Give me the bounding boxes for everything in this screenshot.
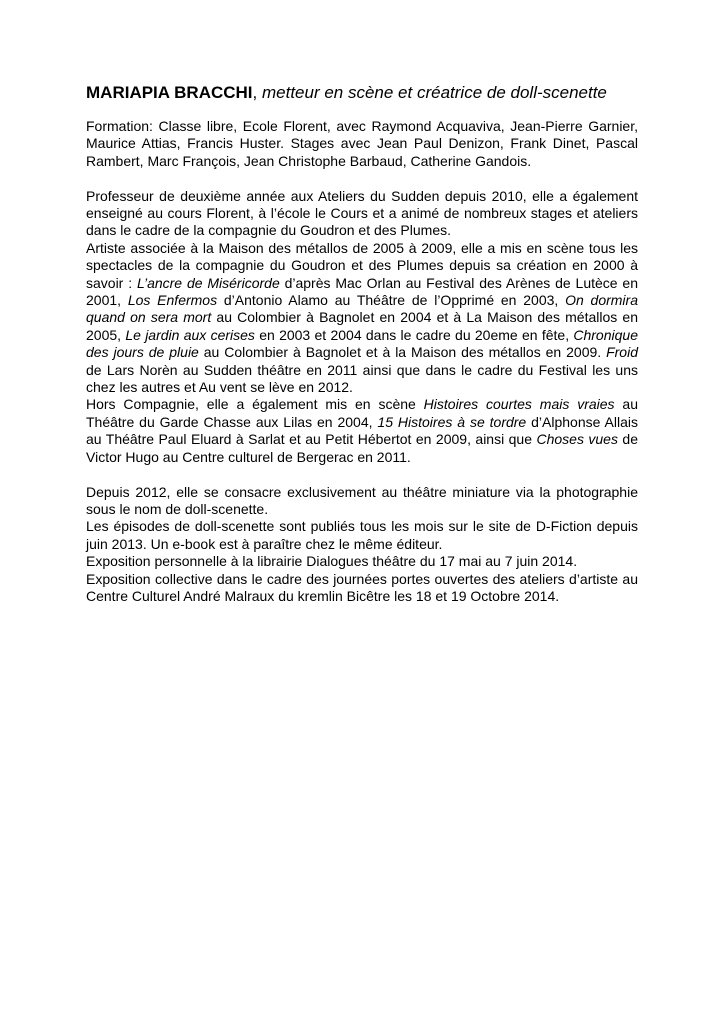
exposition-collective-paragraph: Exposition collective dans le cadre des journées portes ouvertes des ateliers d’artiste au Centre Culturel André Malraux du kremlin Bicêtre les 18 et 19 Octobre 2014.	[86, 570, 638, 604]
text-run: Artiste associée à la Maison des métallos de 2005 à 2009, elle a mis en scène tous les spectacles de la compagnie du Goudron et des Plumes depuis sa création en 2000 à savoir :	[86, 239, 638, 291]
page-title: MARIAPIA BRACCHI, metteur en scène et créatrice de doll-scenette	[86, 83, 607, 102]
formation-paragraph: Formation: Classe libre, Ecole Florent, avec Raymond Acquaviva, Jean-Pierre Garnier, Maurice Attias, Francis Huster. Stages avec Jean Paul Denizon, Frank Dinet, Pascal Rambert, Marc François, Jean Christophe Barbaud, Catherine Gandois.	[86, 118, 638, 169]
professeur-paragraph: Professeur de deuxième année aux Ateliers du Sudden depuis 2010, elle a également enseigné au cours Florent, à l’école le Cours et a animé de nombreux stages et ateliers dans le cadre de la compagnie du Goudron et des Plumes.	[86, 187, 638, 239]
work-title: Froid	[606, 344, 638, 361]
exposition-personnelle-paragraph: Exposition personnelle à la librairie Dialogues théâtre du 17 mai au 7 juin 2014.	[86, 553, 578, 570]
work-title: Choses vues	[536, 431, 618, 448]
text-run: Hors Compagnie, elle a également mis en scène	[86, 396, 424, 413]
text-run: de Lars Norèn au Sudden théâtre en 2011 ainsi que dans le cadre du Festival les uns chez les autres et Au vent se lève en 2012.	[86, 361, 638, 396]
text-run: au Théâtre du Garde Chasse aux Lilas en 2004,	[86, 396, 639, 430]
hors-compagnie-paragraph	[86, 396, 638, 466]
biography-document	[86, 82, 638, 605]
paragraph-spacer	[86, 466, 638, 483]
work-title: Le jardin aux cerises	[125, 326, 255, 343]
paragraph-spacer	[86, 170, 638, 187]
artist-role: metteur en scène et créatrice de doll-scenette	[261, 83, 607, 102]
work-title: Los Enfermos	[127, 292, 218, 309]
text-run: au Colombier à Bagnolet et à la Maison des métallos en 2009.	[198, 344, 607, 361]
work-title: Histoires courtes mais vraies	[423, 396, 615, 413]
work-title: L’ancre de Miséricorde	[136, 274, 280, 291]
text-run: d’Alphonse Allais au Théâtre Paul Eluard à Sarlat et au Petit Hébertot en 2009, ainsi que	[86, 413, 638, 448]
text-run: de Victor Hugo au Centre culturel de Bergerac en 2011.	[86, 431, 638, 465]
text-run: en 2003 et 2004 dans le cadre du 20eme en fête,	[254, 326, 574, 343]
work-title: 15 Histoires à se tordre	[377, 413, 527, 430]
text-run: au Colombier à Bagnolet en 2004 et à La Maison des métallos en 2005,	[86, 309, 639, 343]
episodes-paragraph: Les épisodes de doll-scenette sont publiés tous les mois sur le site de D-Fiction depuis juin 2013. Un e-book est à paraître chez le même éditeur.	[86, 518, 638, 552]
artiste-paragraph	[86, 240, 638, 397]
work-title: On dormira quand on sera mort	[86, 292, 638, 326]
work-title: Chronique des jours de pluie	[86, 326, 638, 361]
text-run: d’Antonio Alamo au Théâtre de l’Opprimé en 2003,	[217, 292, 566, 309]
artist-name: MARIAPIA BRACCHI	[86, 83, 253, 102]
depuis-paragraph: Depuis 2012, elle se consacre exclusivement au théâtre miniature via la photographie sous le nom de doll-scenette.	[86, 483, 638, 517]
text-run: d’après Mac Orlan au Festival des Arènes de Lutèce en 2001,	[86, 274, 639, 309]
